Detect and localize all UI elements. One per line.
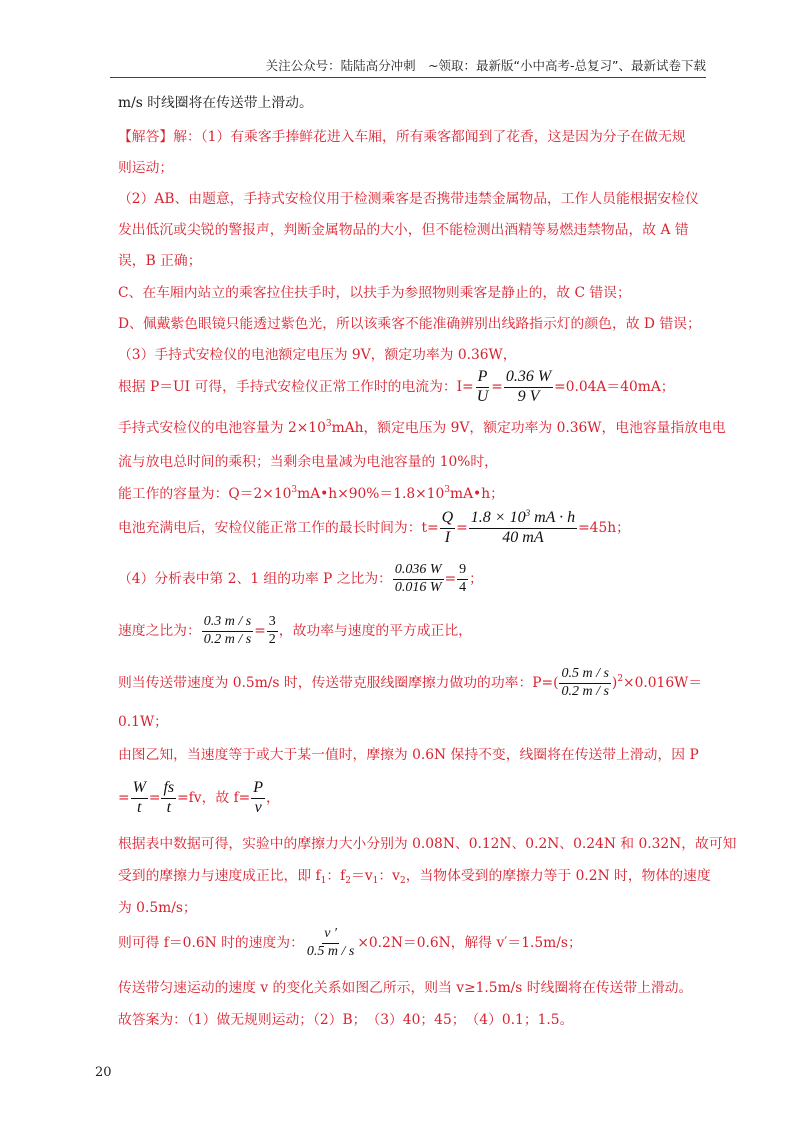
superscript: 3 — [325, 419, 332, 429]
text-line: 流与放电总时间的乘积；当剩余电量减为电池容量的 10%时， — [118, 454, 498, 470]
equals: = — [444, 571, 457, 587]
text-line: 传送带匀速运动的速度 v 的变化关系如图乙所示，则当 v≥1.5m/s 时线圈将在传送带上滑动。 — [118, 980, 693, 996]
text-segment: ×0.2N＝0.6N，解得 v′＝1.5m/s； — [357, 935, 582, 951]
numerator: 0.36 W — [504, 369, 553, 388]
formula-line-friction — [118, 778, 280, 818]
denominator: 0.016 W — [394, 580, 442, 595]
text-segment: （4）分析表中第 2、1 组的功率 P 之比为： — [118, 571, 392, 587]
numerator: P — [476, 369, 490, 388]
numerator: 0.3 m / s — [202, 615, 253, 632]
text-segment: mA•h； — [450, 486, 504, 502]
superscript: 3 — [444, 485, 451, 495]
text-segment: =fv，故 f= — [177, 790, 251, 806]
denominator: 40 mA — [502, 529, 544, 546]
text-segment: 能工作的容量为：Q＝2×10 — [118, 486, 292, 502]
text-segment: 则可得 f＝0.6N 时的速度为： — [118, 935, 304, 951]
denominator: 9 V — [517, 388, 540, 405]
text-segment: 速度之比为： — [118, 623, 201, 639]
fraction — [559, 667, 610, 699]
denominator: t — [166, 799, 172, 816]
text-line: （2）AB、由题意，手持式安检仪用于检测乘客是否携带违禁金属物品，工作人员能根据安检仪 — [118, 191, 699, 207]
text-segment: 受到的摩擦力与速度成正比，即 f — [118, 868, 321, 884]
solution-tag: 【解答】 — [118, 129, 174, 145]
header-rule — [110, 77, 706, 78]
numerator: W — [131, 780, 148, 799]
subscript: 2 — [399, 876, 406, 886]
numerator — [469, 510, 577, 529]
numerator: fs — [161, 780, 176, 799]
text-line: D、佩戴紫色眼镜只能透过紫色光，所以该乘客不能准确辨别出线路指示灯的颜色，故 D 错误； — [118, 316, 701, 332]
fraction — [393, 563, 444, 595]
text-line: 为 0.5m/s； — [118, 900, 197, 916]
denominator: I — [444, 529, 451, 546]
text-segment: ； — [469, 571, 483, 587]
fraction — [131, 780, 148, 817]
fraction — [202, 615, 253, 647]
text-segment: 电池充满电后，安检仪能正常工作的最长时间为：t= — [118, 520, 439, 536]
text-segment: =45h； — [578, 520, 630, 536]
text-segment: 解：（1）有乘客手捧鲜花进入车厢，所有乘客都闻到了花香，这是因为分子在做无规 — [173, 129, 686, 145]
equals: = — [491, 379, 503, 395]
answer-line: 故答案为：（1）做无规则运动；（2）B； （3）40；45； （4）0.1；1.5。 — [118, 1012, 574, 1028]
denominator: 2 — [268, 632, 276, 647]
text-line: C、在车厢内站立的乘客拉住扶手时，以扶手为参照物则乘客是静止的，故 C 错误； — [118, 285, 631, 301]
text-segment: ，故功率与速度的平方成正比， — [278, 623, 472, 639]
text-segment: ，当物体受到的摩擦力等于 0.2N 时，物体的速度 — [405, 868, 711, 884]
text-segment: mA · h — [530, 509, 576, 527]
text-segment: = — [118, 790, 130, 806]
fraction — [267, 615, 278, 647]
text-line: 误，B 正确； — [118, 253, 202, 269]
page-header: 关注公众号：陆陆高分冲刺 ~领取：最新版“小中高考-总复习”、最新试卷下载 — [265, 58, 706, 73]
text-segment: ：f — [326, 868, 346, 884]
formula-line-power — [118, 664, 702, 702]
text-line: 由图乙知，当速度等于或大于某一值时，摩擦为 0.6N 保持不变，线圈将在传送带上滑动，因 P — [118, 747, 699, 763]
text-line: （3）手持式安检仪的电池额定电压为 9V，额定功率为 0.36W， — [118, 347, 517, 363]
fraction — [475, 369, 491, 406]
text-segment: 则当传送带速度为 0.5m/s 时，传送带克服线圈摩擦力做功的功率：P=( — [118, 675, 559, 691]
equals: = — [148, 790, 161, 806]
text-segment: =0.04A＝40mA； — [554, 379, 675, 395]
numerator: v ′ — [322, 927, 339, 944]
subscript: 1 — [372, 876, 379, 886]
formula-line-current — [118, 368, 675, 406]
text-line — [118, 484, 504, 504]
denominator: 0.2 m / s — [561, 684, 609, 699]
text-segment: ＝v — [351, 868, 373, 884]
text-segment: ， — [266, 790, 280, 806]
page-number: 20 — [95, 1065, 112, 1080]
text-segment: 手持式安检仪的电池容量为 2×10 — [118, 420, 326, 436]
superscript: 3 — [525, 508, 531, 519]
formula-line-speed-ratio — [118, 612, 472, 650]
text-line — [118, 866, 711, 886]
numerator: 9 — [457, 563, 468, 580]
numerator: Q — [440, 510, 456, 529]
subscript: 1 — [320, 876, 327, 886]
text-segment: mAh，额定电压为 9V，额定功率为 0.36W，电池容量指放电电 — [331, 420, 726, 436]
text-segment: ：v — [378, 868, 400, 884]
text-segment: ×0.016W＝ — [623, 675, 703, 691]
text-segment: ) — [611, 675, 618, 691]
fraction — [440, 510, 456, 547]
fraction — [504, 369, 553, 406]
subscript: 2 — [345, 876, 352, 886]
equals: = — [456, 520, 468, 536]
denominator: 0.2 m / s — [203, 632, 252, 647]
denominator: 0.5 m / s — [306, 944, 355, 959]
equals: = — [254, 623, 266, 639]
formula-line-power-ratio — [118, 560, 483, 598]
solution-heading-line — [118, 127, 686, 147]
numerator: 0.036 W — [393, 563, 444, 580]
fraction — [457, 563, 468, 595]
text-line: 发出低沉或尖锐的警报声，判断金属物品的大小，但不能检测出酒精等易燃违禁物品，故 A 错 — [118, 222, 689, 238]
fraction — [305, 927, 356, 959]
formula-line-time — [118, 508, 630, 548]
numerator: 3 — [267, 615, 278, 632]
denominator: U — [476, 388, 489, 405]
numerator: 0.5 m / s — [559, 667, 610, 684]
text-segment: 根据 P＝UI 可得，手持式安检仪正常工作时的电流为：I= — [118, 379, 474, 395]
text-line: m/s 时线圈将在传送带上滑动。 — [118, 95, 313, 111]
text-line: 根据表中数据可得，实验中的摩擦力大小分别为 0.08N、0.12N、0.2N、0.24N 和 0.32N，故可知 — [118, 836, 737, 852]
fraction — [251, 780, 265, 817]
denominator: 4 — [459, 580, 467, 595]
formula-line-speed — [118, 924, 582, 962]
text-segment: mA•h×90%＝1.8×10 — [297, 486, 445, 502]
denominator: t — [137, 799, 142, 816]
text-line — [118, 418, 726, 438]
text-line: 则运动； — [118, 160, 174, 176]
fraction — [161, 780, 176, 817]
numerator: P — [251, 780, 265, 799]
fraction — [469, 510, 577, 547]
text-line: 0.1W； — [118, 714, 168, 730]
superscript: 2 — [617, 674, 624, 684]
denominator: v — [254, 799, 262, 816]
text-segment: 1.8 × 10 — [470, 509, 526, 527]
superscript: 3 — [291, 485, 298, 495]
